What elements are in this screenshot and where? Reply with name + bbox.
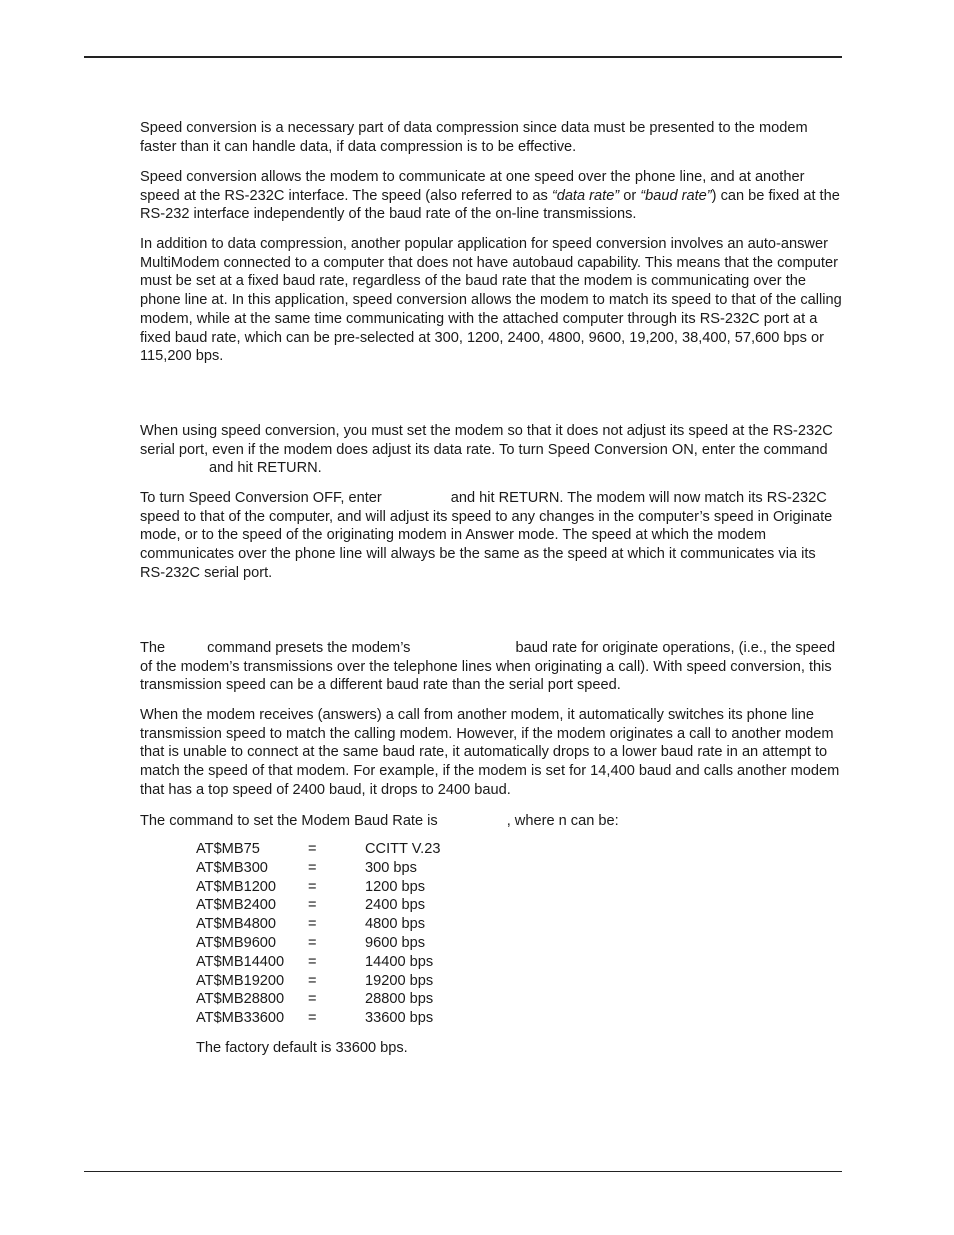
table-row: AT$MB28800 = 28800 bps [196,991,434,1008]
table-row: AT$MB1200 = 1200 bps [196,878,426,895]
table-row: AT$MB33600 = 33600 bps [196,1010,434,1027]
table-row: AT$MB19200 = 19200 bps [196,972,434,989]
paragraph-answer-originate-behavior: When the modem receives (answers) a call from another modem, it automatically switches its phone line transmission speed to match the calling modem. However, if the modem originates a call to another modem that is unable to connect at the same baud rate, it automatically drops to a lower baud rate in an attempt to match the speed of that modem. For example, if the modem is set for 14,400 baud and calls another modem that has a top speed of 2400 baud, it drops to 2400 baud. [140,707,840,798]
paragraph-baud-rate-command: The command to set the Modem Baud Rate is , where n can be: [140,813,619,829]
baud-rate-table [196,840,496,1028]
paragraph-speed-conversion-off: To turn Speed Conversion OFF, enter and hit RETURN. The modem will now match its RS-232C speed to that of the computer, and will adjust its speed to any changes in the computer’s speed in Originate mode, or to the speed of the originating modem in Answer mode. The speed at which the modem communicates over the phone line will always be the same as the speed at which it communicates via its RS-232C serial port. [140,490,833,581]
paragraph-modem-baud-rate: The command presets the modem’s baud rate for originate operations, (i.e., the speed of the modem’s transmissions over the telephone lines when originating a call). With speed conversion, this transmission speed can be a different baud rate than the serial port speed. [140,640,836,694]
paragraph-speed-conversion-intro: Speed conversion is a necessary part of data compression since data must be presented to the modem faster than it can handle data, if data compression is to be effective. [140,120,808,155]
table-row: AT$MB2400 = 2400 bps [196,897,426,914]
factory-default-note: The factory default is 33600 bps. [196,1040,408,1056]
table-row: AT$MB14400 = 14400 bps [196,953,434,970]
table-row: AT$MB9600 = 9600 bps [196,934,426,951]
table-row: AT$MB300 = 300 bps [196,859,417,876]
term-data-rate: “data rate” [551,187,620,204]
table-row: AT$MB4800 = 4800 bps [196,916,426,933]
table-row: AT$MB75 = CCITT V.23 [196,841,441,857]
paragraph-speed-conversion-application: In addition to data compression, another popular application for speed conversion involves an auto-answer MultiModem connected to a computer that does not have autobaud capability. This means that the computer must be set at a fixed baud rate, regardless of the baud rate that the modem is communicating over the phone line at. In this application, speed conversion allows the modem to match its speed to that of the calling modem, while at the same time communicating with the attached computer through its RS-232C port at a fixed baud rate, which can be pre-selected at 300, 1200, 2400, 4800, 9600, 19,200, 38,400, 57,600 bps or 115,200 bps. [140,236,842,365]
paragraph-speed-conversion-on: When using speed conversion, you must set the modem so that it does not adjust its speed at the RS-232C serial port, even if the modem does adjust its data rate. To turn Speed Conversion ON, enter the commandand hit RETURN. [140,423,833,477]
footer-rule [84,1171,842,1172]
term-baud-rate: “baud rate” [640,187,712,204]
paragraph-speed-conversion-definition: Speed conversion allows the modem to communicate at one speed over the phone line, and at another speed at the RS-232C interface. The speed (also referred to as “data rate” or “baud rate”) can be fixed at the RS-232 interface independently of the baud rate of the on-line transmissions. [140,169,840,223]
header-rule [84,56,842,58]
